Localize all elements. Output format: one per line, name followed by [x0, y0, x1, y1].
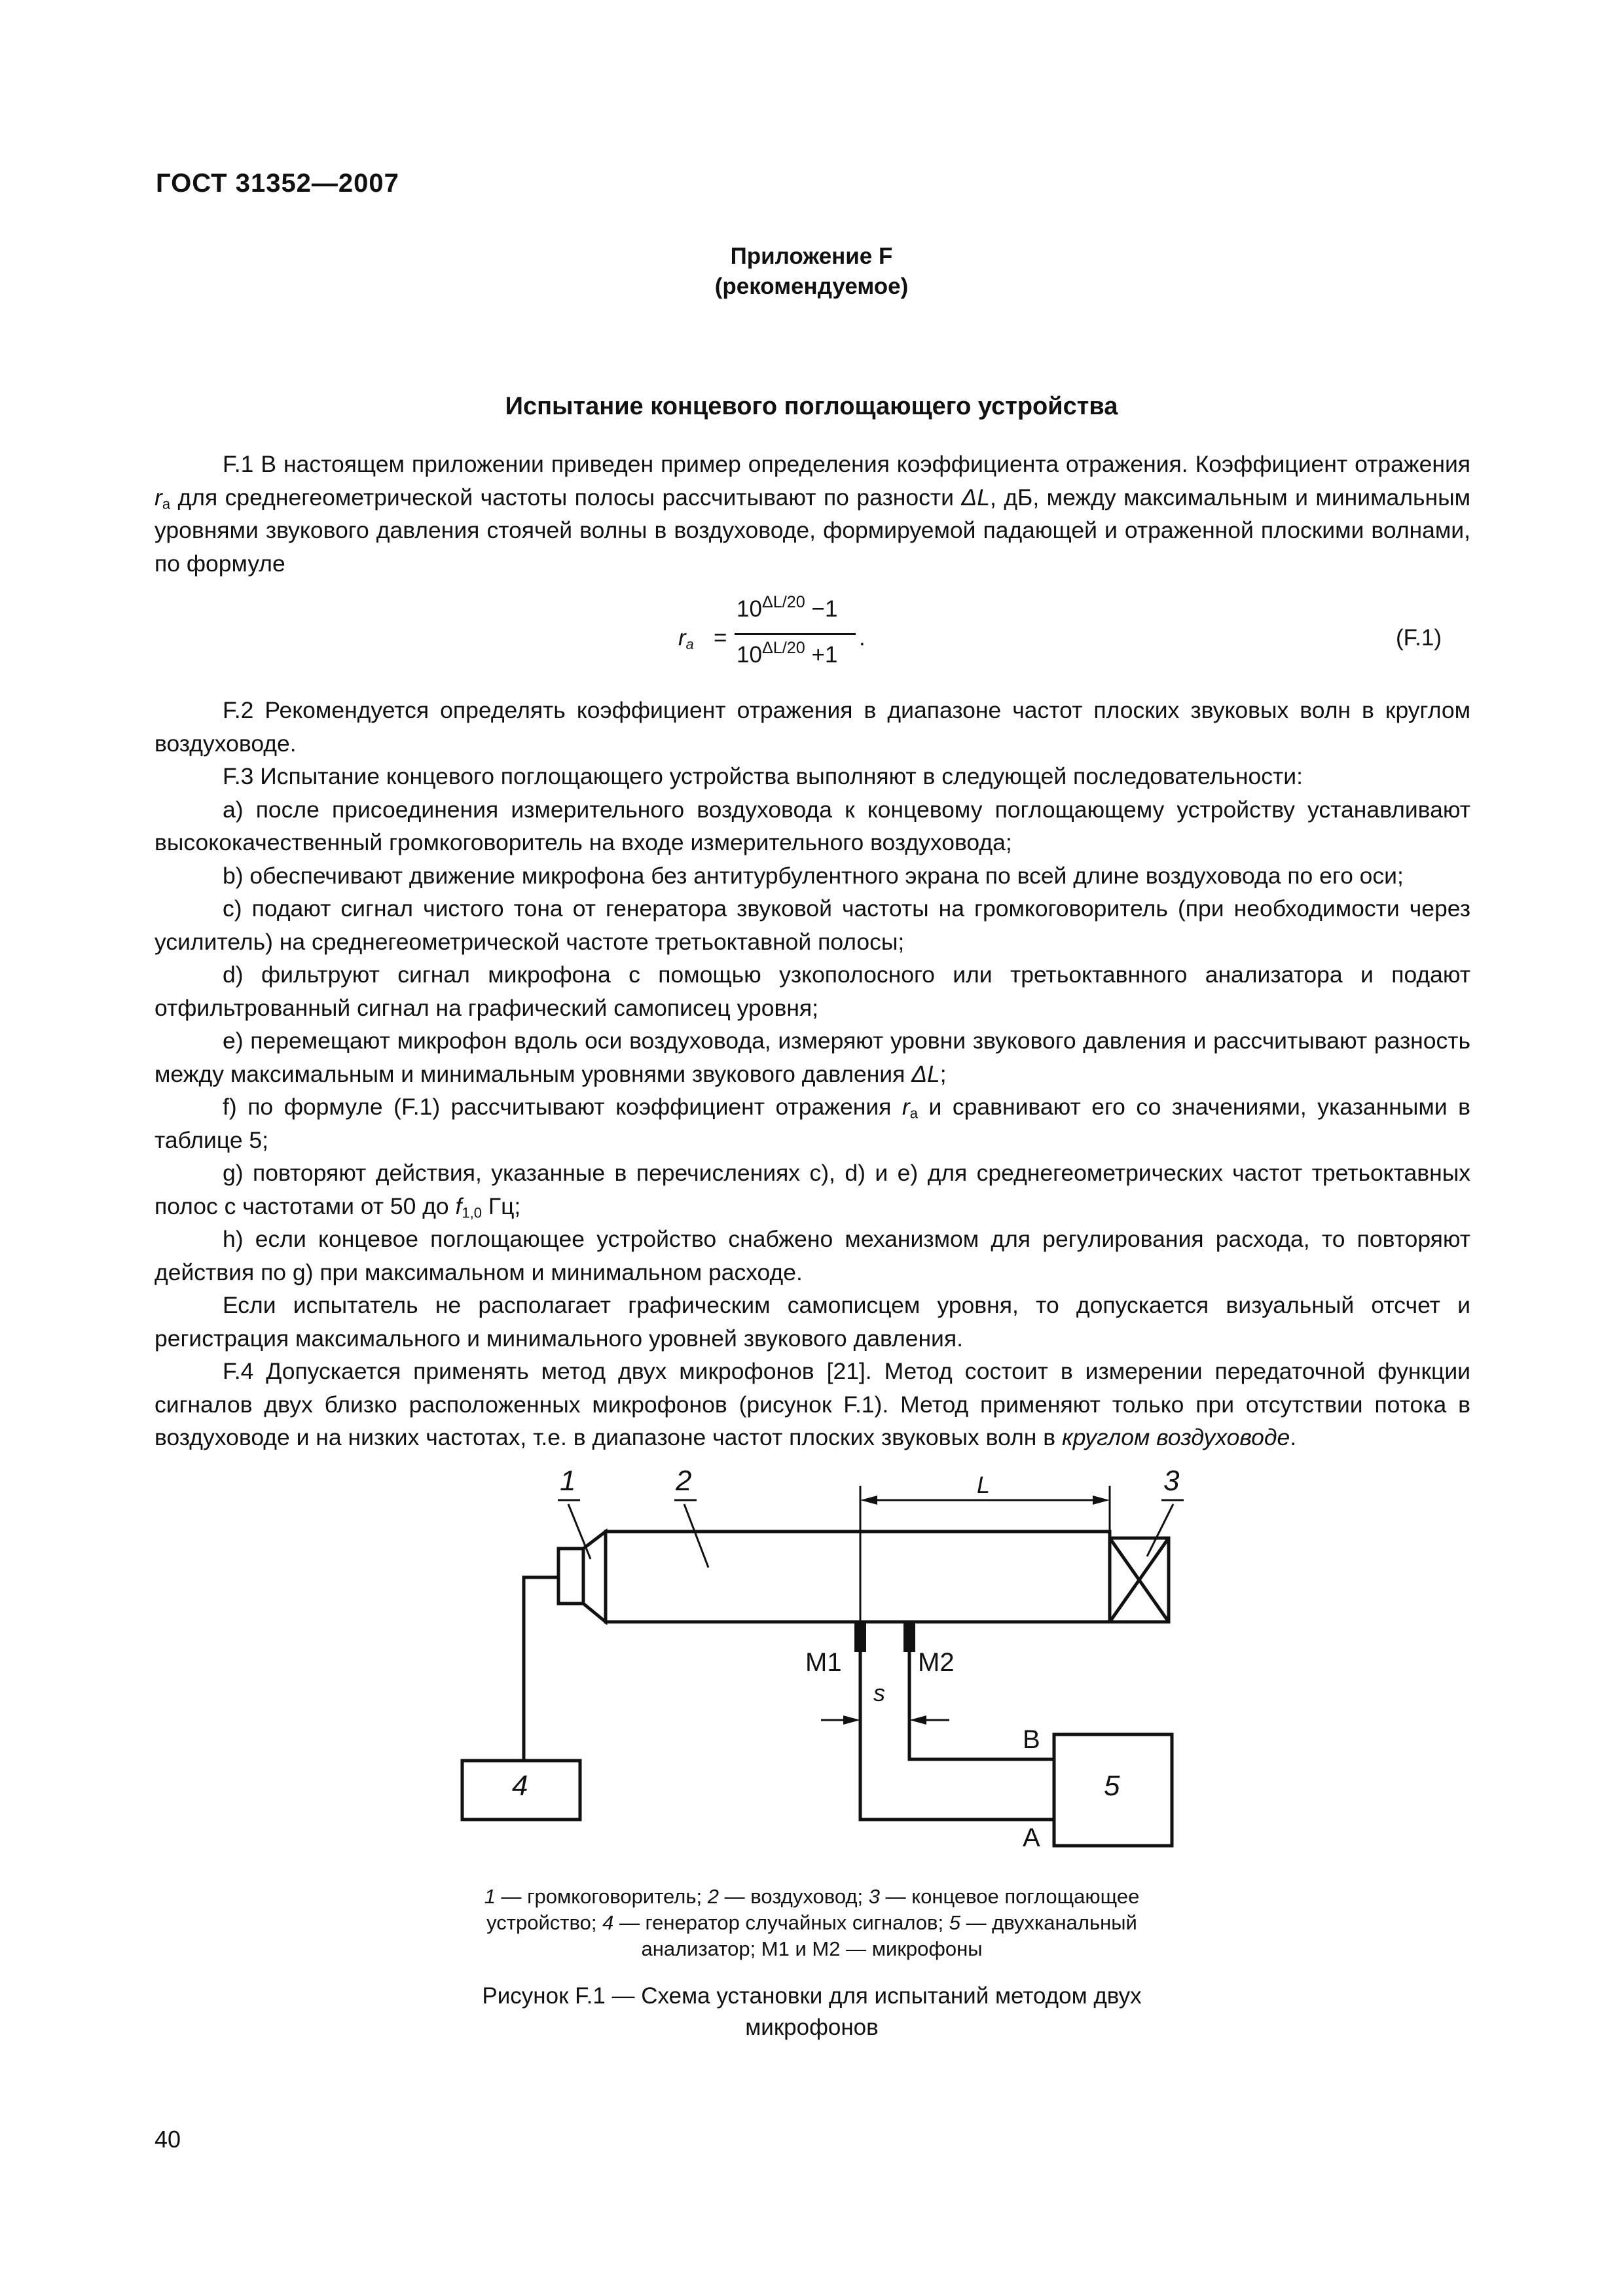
label-5: 5	[1104, 1770, 1120, 1802]
list-item-c: с) подают сигнал чистого тона от генератора звуковой частоты на громкоговоритель (при необходимости через усилитель) на среднегеометрической частоте третьоктавной полосы;	[155, 895, 1470, 955]
l-arrowhead-right	[1093, 1496, 1110, 1505]
label-s: s	[873, 1679, 885, 1706]
formula-number: (F.1)	[1396, 625, 1442, 651]
microphone-m2	[903, 1622, 915, 1652]
label-4: 4	[512, 1770, 528, 1802]
formula-equals: =	[714, 625, 727, 651]
document-id: ГОСТ 31352—2007	[156, 169, 399, 198]
formula-dot: .	[859, 625, 866, 651]
formula-numerator: $10^{\Delta L/20} -1$	[737, 593, 838, 622]
list-item-e: е) перемещают микрофон вдоль оси воздуховода, измеряют уровни звукового давления и рассчитывают разность между максимальным и минимальным уровнями звукового давления ΔL;	[155, 1028, 1470, 1087]
microphone-m1	[854, 1622, 866, 1652]
figure-f1	[0, 1460, 1623, 1865]
paragraph-f2: F.2 Рекомендуется определять коэффициент отражения в диапазоне частот плоских звуковых волн в круглом воздуховоде.	[155, 697, 1470, 757]
formula-lhs: $r_a$	[678, 625, 694, 653]
label-1: 1	[560, 1465, 576, 1497]
formula-denominator: $10^{\Delta L/20} +1$	[737, 639, 838, 668]
loudspeaker-cone	[583, 1532, 606, 1622]
figure-caption: Рисунок F.1 — Схема установки для испытаний методом двух микрофонов	[482, 1983, 1142, 2040]
body-text	[155, 694, 1470, 1454]
label-m2: M2	[918, 1648, 955, 1677]
list-item-g: g) повторяют действия, указанные в перечислениях с), d) и е) для среднегеометрических частот третьоктавных полос с частотами от 50 до $f_{1,0}$ Гц;	[155, 1160, 1470, 1221]
s-arrowhead-right	[909, 1715, 926, 1725]
list-item-b: b) обеспечивают движение микрофона без антитурбулентного экрана по всей длине воздуховода по его оси;	[223, 862, 1404, 889]
paragraph-note: Если испытатель не располагает графическим самописцем уровня, то допускается визуальный отсчет и регистрация максимального и минимального уровней звукового давления.	[155, 1292, 1470, 1352]
paragraph-f3: F.3 Испытание концевого поглощающего устройства выполняют в следующей последовательности:	[223, 763, 1303, 789]
page-number: 40	[155, 2126, 181, 2153]
list-item-f: f) по формуле (F.1) рассчитывают коэффициент отражения $r_a$ и сравнивают его со значениями, указанными в таблице 5;	[155, 1094, 1470, 1153]
paragraph-f1: F.1 В настоящем приложении приведен пример определения коэффициента отражения. Коэффициент отражения $r_a$ для среднегеометрической частоты полосы рассчитывают по разности ΔL, дБ, между максимальным и минимальным уровнями звукового давления стоячей волны в воздуховоде, формируемой падающей и отраженной плоскими волнами, по формуле	[155, 451, 1470, 577]
paragraph-f4: F.4 Допускается применять метод двух микрофонов [21]. Метод состоит в измерении передаточной функции сигналов двух близко расположенных микрофонов (рисунок F.1). Метод применяют только при отсутствии потока в воздуховоде и на низких частотах, т.е. в диапазоне частот плоских звуковых волн в круглом воздуховоде.	[155, 1358, 1470, 1450]
list-item-h: h) если концевое поглощающее устройство снабжено механизмом для регулирования расхода, то повторяют действия по g) при максимальном и минимальном расходе.	[155, 1226, 1470, 1285]
formula-f1	[0, 592, 1623, 684]
label-b: B	[1023, 1725, 1040, 1754]
leader-2	[684, 1504, 708, 1568]
label-m1: M1	[805, 1648, 842, 1677]
figure-legend: 1 — громкоговоритель; 2 — воздуховод; 3 — концевое поглощающее устройство; 4 — генератор случайных сигналов; 5 — двухканальный анализатор; М1 и М2 — микрофоны	[484, 1885, 1140, 1960]
annex-status: (рекомендуемое)	[714, 274, 909, 299]
s-arrowhead-left	[843, 1715, 860, 1725]
annex-title: Приложение F	[730, 243, 893, 269]
label-2: 2	[676, 1465, 692, 1497]
leader-1	[568, 1504, 591, 1559]
generator-wire	[524, 1577, 558, 1761]
loudspeaker-magnet	[558, 1549, 583, 1604]
list-item-a: а) после присоединения измерительного воздуховода к концевому поглощающему устройству устанавливают высококачественный громкоговоритель на входе измерительного воздуховода;	[155, 796, 1470, 855]
label-l: L	[977, 1471, 991, 1498]
list-item-d: d) фильтруют сигнал микрофона с помощью узкополосного или третьоктавнного анализатора и подают отфильтрованный сигнал на графический самописец уровня;	[155, 961, 1470, 1021]
fraction-bar	[735, 633, 856, 635]
label-a: A	[1023, 1823, 1040, 1852]
label-3: 3	[1163, 1465, 1180, 1497]
l-arrowhead-left	[860, 1496, 877, 1505]
air-duct	[606, 1532, 1110, 1622]
section-title: Испытание концевого поглощающего устройства	[505, 393, 1118, 420]
